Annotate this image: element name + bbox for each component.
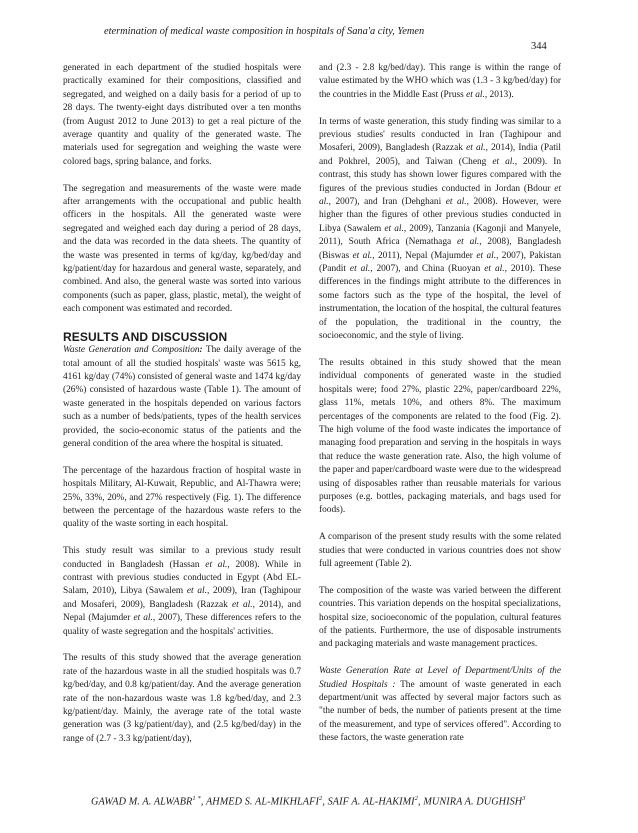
running-title: etermination of medical waste composition in hospitals of Sana'a city, Yemen xyxy=(104,26,425,37)
et-al: et al. xyxy=(384,223,404,234)
et-al: et al. xyxy=(484,264,505,275)
results-paragraph-1-body: The daily average of the total amount of all the studied hospitals' waste was 5615 kg, 4161 kg/day (74%) consisted of general waste and 1474 kg/day (26%) consisted of hazardous waste (Table 1). The amount of waste generated in the hospitals depended on various factors such as a number of beds/patients, types of the health services provided, the socio-economic status of the patients and the general condition of the area where the hospital is situated. xyxy=(63,345,301,449)
left-column xyxy=(63,62,301,746)
author-name: , MUNIRA A. DUGHISH xyxy=(418,796,523,808)
et-al: et al. xyxy=(457,237,480,248)
page-number: 344 xyxy=(531,41,547,52)
author-name: GAWAD M. A. ALWABR xyxy=(91,796,193,808)
results-paragraph-9: The composition of the waste was varied between the different countries. This variation depends on the hospital specializations, hospital size, socioeconomic of the population, cultural features of the patients. Furthermore, the use of disposable instruments and packaging materials and waste management practices. xyxy=(319,585,561,650)
text-run: , 2008), Bangladesh (Biswas xyxy=(319,237,561,261)
results-paragraph-8: A comparison of the present study results with the some related studies that were conducted in various countries does not show full agreement (Table 2). xyxy=(319,532,561,569)
results-paragraph-6 xyxy=(319,116,561,344)
results-paragraph-4: The results of this study showed that the average generation rate of the hazardous waste in all the studied hospitals was 0.7 kg/bed/day, and 0.8 kg/patient/day. And the average generation rate of the non-hazardous waste was 1.8 kg/bed/day, and 2.3 kg/patient/day. Mainly, the average rate of the total waste generation was (3 kg/patient/day), and (2.5 kg/bed/day) in the range of (2.7 - 3.3 kg/patient/day), xyxy=(63,653,301,744)
author-name: , AHMED S. AL-MIKHLAFI xyxy=(200,796,319,808)
text-run: , 2009), Tanzania (Kagonji and Manyele, 2011), South Africa (Nemathaga xyxy=(319,223,562,248)
et-al: et al. xyxy=(352,250,373,261)
results-paragraph-5 xyxy=(319,62,561,102)
et-al: et al. xyxy=(232,599,253,610)
author-name: , SAIF A. AL-HAKIMI xyxy=(322,796,415,808)
section-heading-results: RESULTS AND DISCUSSION xyxy=(63,330,228,345)
results-paragraph-1 xyxy=(63,344,301,451)
results-paragraph-2: The percentage of the hazardous fraction of hospital waste in hospitals Military, Al-Kuwait, Republic, and Al-Thawra were; 25%, 33%, 20%, and 27% respectively (Fig. 1). The difference between the percentage of the hazardous waste refers to the quality of the waste sorting in each hospital. xyxy=(63,465,301,530)
subhead-waste-generation: Waste Generation and Composition xyxy=(63,345,200,356)
text-run: and (2.3 - 2.8 kg/bed/day). This range is within the range of value estimated by the WHO which was (1.3 - 3 kg/bed/day) for the countries in the Middle East (Pruss xyxy=(319,63,561,100)
results-paragraph-10 xyxy=(319,665,561,745)
text-run: , 2010). These differences in the findings might attribute to the differences in some factors such as the type of the hospital, the level of instrumentation, the location of the hospital, the cultural features of the population, the traditional in the country, the socioeconomic, and the style of living. xyxy=(319,264,562,342)
text-run: , 2014), and Nepal (Majumder xyxy=(63,599,302,624)
text-run: , 2009). In contrast, this study has shown lower figures compared with the figures of the previous studies conducted in Jordan (Bdour xyxy=(319,156,561,194)
et-al: et al. xyxy=(492,156,515,167)
text-run: , 2008). While in contrast with previous studies conducted in Egypt (Abd EL-Salam, 2010), Libya (Sawalem xyxy=(63,559,301,597)
results-paragraph-3 xyxy=(63,545,301,639)
affiliation-marker: 2 xyxy=(318,795,323,802)
text-run: , 2008). However, were higher than the figures of other previous studies conducted in Libya (Sawalem xyxy=(319,197,562,234)
affiliation-marker: 3 xyxy=(522,795,526,802)
affiliation-marker: 2 xyxy=(414,795,419,802)
et-al: et al. xyxy=(205,559,228,570)
text-run: This study result was similar to a previous study result conducted in Bangladesh (Hassan xyxy=(63,546,301,570)
et-al: et al. xyxy=(186,586,207,597)
methods-paragraph-1: generated in each department of the studied hospitals were practically examined for their compositions, classified and segregated, and weighed on a daily basis for a period of up to 28 days. The twenty-eight days distributed over a ten months (from August 2012 to June 2013) to get a real picture of the average quantity and quality of the generated waste. The materials used for segregation and weighing the waste were colored bags, spring balance, and forks. xyxy=(63,63,301,167)
text-run: , 2007), These differences refers to the quality of waste segregation and the hospitals' activities. xyxy=(63,613,302,637)
right-column xyxy=(319,62,561,746)
author-footer xyxy=(91,795,591,807)
text-run: , 2009), Iran (Taghipour and Mosaferi, 2009), Bangladesh (Razzak xyxy=(63,586,302,610)
et-al: et al. xyxy=(133,613,153,624)
results-paragraph-7: The results obtained in this study showed that the mean individual components of generated waste in the studied hospitals were; food 27%, plastic 22%, paper/cardboard 22%, glass 11%, metals 10%, and others 8%. The maximum percentages of the components are related to the food (Fig. 2). The high volume of the food waste indicates the importance of managing food preparation and serving in the hospitals in ways that reduce the waste generation rate. Also, the high volume of the paper and paper/cardboard waste were due to the widespread using of disposables rather than reusable materials for various purposes (e.g. bottles, packaging materials, and bags used for foods). xyxy=(319,357,561,516)
affiliation-marker: 1 * xyxy=(192,795,201,802)
et-al: et al. xyxy=(445,197,467,208)
text-run: , 2011), Nepal (Majumder xyxy=(372,250,477,261)
et-al: et al. xyxy=(466,143,486,154)
subhead-generation-rate: Waste Generation Rate at Level of Department/Units of the Studied Hospitals : xyxy=(319,666,561,690)
text-run: , 2007), Pakistan (Pandit xyxy=(319,250,562,275)
text-run: , 2007), and Iran (Dehghani xyxy=(328,197,446,208)
et-al: et al. xyxy=(476,250,497,261)
text-run: , 2014), India (Patil and Pokhrel, 2005), and Taiwan (Cheng xyxy=(319,143,562,167)
results-paragraph-10-body: The amount of waste generated in each department/unit was affected by several major factors such as "the number of beds, the number of patients present at the time of the measurement, and type of services offered". According to these factors, the waste generation rate xyxy=(319,679,561,744)
text-run: , 2013). xyxy=(484,89,514,100)
et-al: et al. xyxy=(319,183,561,208)
methods-paragraph-2: The segregation and measurements of the waste were made after arrangements with the occupational and public health officers in the hospitals. All the generated waste were segregated and weighed each day during a period of 28 days, and the data was recorded in the data sheets. The quantity of the waste was presented in terms of kg/day, kg/bed/day and kg/patient/day for hazardous and general waste, separately, and combined. And also, the general waste was sorted into various components (such as paper, glass, plastic, metal), the weight of each component was estimated and recorded. xyxy=(63,183,301,315)
et-al: et al. xyxy=(466,89,485,100)
text-run: , 2007), and China (Ruoyan xyxy=(370,264,485,275)
et-al: et al. xyxy=(349,264,371,275)
text-run: In terms of waste generation, this study finding was similar to a previous studies' results conducted in Iran (Taghipour and Mosaferi, 2009), Bangladesh (Razzak xyxy=(319,116,561,154)
subhead-colon: : xyxy=(199,345,203,356)
